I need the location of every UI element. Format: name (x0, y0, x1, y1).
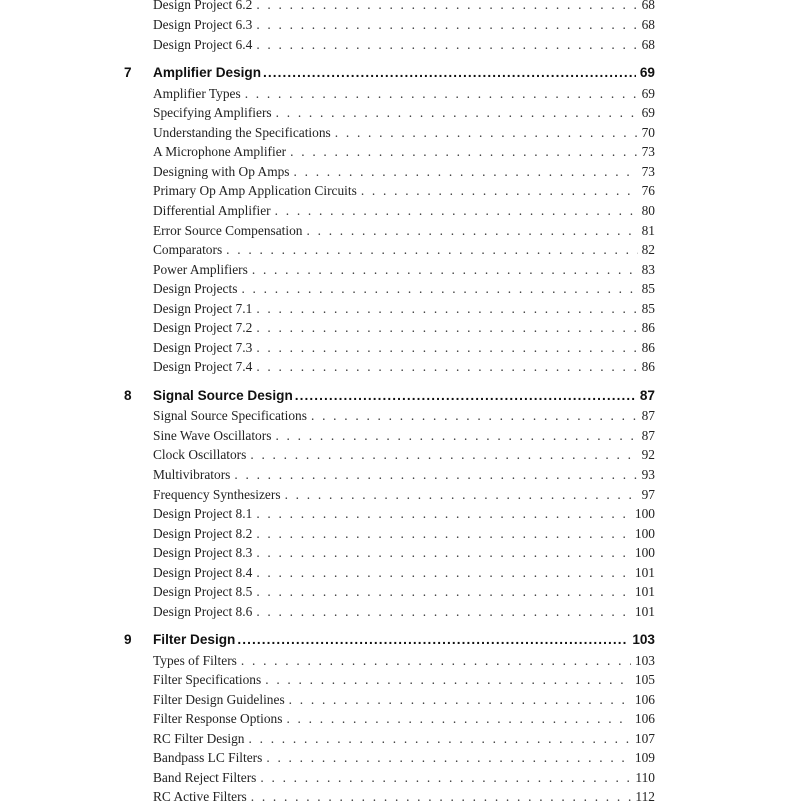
toc-entry[interactable] (153, 653, 655, 673)
toc-entry[interactable] (153, 183, 655, 203)
chapter-title: Amplifier Design (153, 65, 262, 80)
toc-entry-page: 76 (641, 183, 655, 198)
toc-entry-label: Understanding the Specifications (153, 125, 331, 140)
toc-entry-page: 68 (641, 17, 655, 32)
dot-leader (286, 711, 630, 727)
toc-entry[interactable] (153, 770, 655, 790)
dot-leader (256, 526, 631, 542)
toc-entry-page: 92 (641, 447, 655, 462)
dot-leader (256, 0, 637, 13)
toc-entry-page: 86 (641, 359, 655, 374)
toc-entry-page: 100 (634, 545, 655, 560)
toc-entry[interactable] (153, 447, 655, 467)
toc-entry-page: 105 (634, 672, 655, 687)
chapter-heading[interactable] (124, 632, 655, 654)
toc-entry[interactable] (153, 487, 655, 507)
toc-entry-label: Filter Design Guidelines (153, 692, 285, 707)
toc-entry-page: 86 (641, 340, 655, 355)
toc-entry-label: Design Project 7.4 (153, 359, 253, 374)
chapter-number: 7 (124, 65, 132, 80)
toc-entry[interactable] (153, 672, 655, 692)
toc-entry[interactable] (153, 105, 655, 125)
dot-leader (311, 408, 638, 424)
dot-leader (234, 467, 637, 483)
chapter-page: 87 (639, 388, 655, 403)
toc-entry[interactable] (153, 144, 655, 164)
toc-entry[interactable] (153, 281, 655, 301)
toc-entry[interactable] (153, 37, 655, 57)
toc-entry[interactable] (153, 711, 655, 731)
toc-entry-page: 80 (641, 203, 655, 218)
toc-entry[interactable] (153, 604, 655, 624)
chapter-page: 69 (639, 65, 655, 80)
dot-leader (256, 17, 637, 33)
toc-entry-page: 107 (634, 731, 655, 746)
toc-entry-label: Design Project 7.2 (153, 320, 253, 335)
dot-leader (294, 164, 638, 180)
toc-entry-label: Design Project 8.1 (153, 506, 253, 521)
toc-entry-page: 100 (634, 526, 655, 541)
toc-entry-label: Design Project 8.4 (153, 565, 253, 580)
toc-entry[interactable] (153, 584, 655, 604)
chapter-title: Filter Design (153, 632, 236, 647)
dot-leader (256, 359, 637, 375)
dot-leader (285, 487, 638, 503)
toc-entry[interactable] (153, 242, 655, 262)
toc-entry-page: 101 (634, 584, 655, 599)
dot-leader (256, 565, 631, 581)
toc-entry-label: Error Source Compensation (153, 223, 303, 238)
dot-leader (256, 584, 631, 600)
toc-entry-page: 82 (641, 242, 655, 257)
toc-entry-page: 86 (641, 320, 655, 335)
toc-entry-page: 112 (635, 789, 655, 804)
dot-leader (256, 604, 631, 620)
dot-leader (275, 428, 637, 444)
dot-leader (335, 125, 638, 141)
toc-entry-label: Bandpass LC Filters (153, 750, 263, 765)
toc-entry[interactable] (153, 428, 655, 448)
toc-entry-label: A Microphone Amplifier (153, 144, 287, 159)
toc-entry-page: 109 (634, 750, 655, 765)
toc-entry-page: 81 (641, 223, 655, 238)
dot-leader (256, 320, 637, 336)
chapter-number: 9 (124, 632, 132, 647)
dot-leader (256, 301, 637, 317)
toc-entry-page: 69 (641, 105, 655, 120)
toc-entry[interactable] (153, 408, 655, 428)
toc-entry-label: Primary Op Amp Application Circuits (153, 183, 357, 198)
toc-entry-label: RC Active Filters (153, 789, 247, 804)
toc-entry[interactable] (153, 565, 655, 585)
toc-entry-label: Signal Source Specifications (153, 408, 307, 423)
toc-entry-label: Design Project 8.6 (153, 604, 253, 619)
toc-entry[interactable] (153, 320, 655, 340)
chapter-page: 103 (632, 632, 655, 647)
toc-entry-label: Design Project 7.3 (153, 340, 253, 355)
toc-entry-page: 85 (641, 301, 655, 316)
toc-entry[interactable] (153, 17, 655, 37)
toc-entry-page: 106 (634, 711, 655, 726)
toc-entry[interactable] (153, 223, 655, 243)
toc-entry-label: Design Project 8.5 (153, 584, 253, 599)
dot-leader (256, 545, 631, 561)
toc-entry-page: 87 (641, 428, 655, 443)
dot-leader (265, 672, 631, 688)
toc-entry[interactable] (153, 340, 655, 360)
toc-entry-page: 70 (641, 125, 655, 140)
toc-entry[interactable] (153, 545, 655, 565)
dot-leader (256, 37, 637, 53)
toc-entry-label: Comparators (153, 242, 223, 257)
dot-leader (250, 447, 637, 463)
toc-entry-label: Design Project 7.1 (153, 301, 253, 316)
dot-leader (249, 731, 631, 747)
toc-entry-page: 103 (634, 653, 655, 668)
dot-leader (289, 692, 631, 708)
toc-entry-label: Design Project 6.4 (153, 37, 253, 52)
dot-leader (361, 183, 638, 199)
toc-entry-label: Design Project 6.2 (153, 0, 253, 12)
toc-entry-label: Filter Response Options (153, 711, 283, 726)
toc-entry-page: 73 (641, 164, 655, 179)
dot-leader (226, 242, 637, 258)
toc-entry-page: 68 (641, 0, 655, 12)
dot-leader (290, 144, 637, 160)
toc-entry-label: Types of Filters (153, 653, 237, 668)
toc-entry-label: Differential Amplifier (153, 203, 271, 218)
toc-entry-label: Specifying Amplifiers (153, 105, 272, 120)
chapter-title: Signal Source Design (153, 388, 293, 403)
toc-entry-page: 73 (641, 144, 655, 159)
toc-entry-label: Frequency Synthesizers (153, 487, 281, 502)
toc-entry-page: 100 (634, 506, 655, 521)
toc-entry-label: Power Amplifiers (153, 262, 248, 277)
toc-entry-label: Clock Oscillators (153, 447, 247, 462)
dot-leader (237, 632, 628, 647)
toc-entry-label: Multivibrators (153, 467, 231, 482)
toc-entry-page: 87 (641, 408, 655, 423)
toc-entry-label: RC Filter Design (153, 731, 245, 746)
chapter-number: 8 (124, 388, 132, 403)
toc-entry-page: 106 (634, 692, 655, 707)
toc-entry-label: Amplifier Types (153, 86, 241, 101)
dot-leader (256, 340, 637, 356)
toc-entry-page: 101 (634, 604, 655, 619)
toc-entry[interactable] (153, 467, 655, 487)
toc-entry[interactable] (153, 262, 655, 282)
toc-entry[interactable] (153, 0, 655, 17)
toc-entry[interactable] (153, 731, 655, 751)
toc-entry[interactable] (153, 359, 655, 379)
dot-leader (252, 262, 638, 278)
dot-leader (241, 653, 631, 669)
toc-entry[interactable] (153, 301, 655, 321)
toc-entry[interactable] (153, 692, 655, 712)
toc-entry-page: 93 (641, 467, 655, 482)
toc-entry[interactable] (153, 789, 655, 809)
dot-leader (266, 750, 631, 766)
dot-leader (245, 86, 638, 102)
toc-entry-page: 68 (641, 37, 655, 52)
toc-entry-page: 110 (635, 770, 655, 785)
toc-entry[interactable] (153, 164, 655, 184)
chapter-heading[interactable] (124, 65, 655, 87)
toc-entry-page: 69 (641, 86, 655, 101)
dot-leader (276, 105, 638, 121)
dot-leader (260, 770, 631, 786)
toc-entry-label: Filter Specifications (153, 672, 262, 687)
dot-leader (307, 223, 638, 239)
dot-leader (251, 789, 632, 805)
toc-entry-page: 101 (634, 565, 655, 580)
toc-entry-label: Band Reject Filters (153, 770, 257, 785)
toc-entry[interactable] (153, 526, 655, 546)
dot-leader (263, 65, 636, 80)
toc-entry[interactable] (153, 203, 655, 223)
toc-entry-page: 85 (641, 281, 655, 296)
toc-entry[interactable] (153, 506, 655, 526)
toc-entry-label: Design Projects (153, 281, 238, 296)
toc-entry-label: Sine Wave Oscillators (153, 428, 272, 443)
dot-leader (295, 388, 636, 403)
toc-entry[interactable] (153, 750, 655, 770)
toc-entry-page: 83 (641, 262, 655, 277)
dot-leader (241, 281, 637, 297)
toc-entry[interactable] (153, 125, 655, 145)
toc-entry-label: Design Project 6.3 (153, 17, 253, 32)
toc-entry-label: Designing with Op Amps (153, 164, 290, 179)
toc-entry-label: Design Project 8.3 (153, 545, 253, 560)
toc-entry-label: Design Project 8.2 (153, 526, 253, 541)
dot-leader (275, 203, 638, 219)
chapter-heading[interactable] (124, 388, 655, 410)
toc-entry[interactable] (153, 86, 655, 106)
dot-leader (256, 506, 631, 522)
toc-entry-page: 97 (641, 487, 655, 502)
